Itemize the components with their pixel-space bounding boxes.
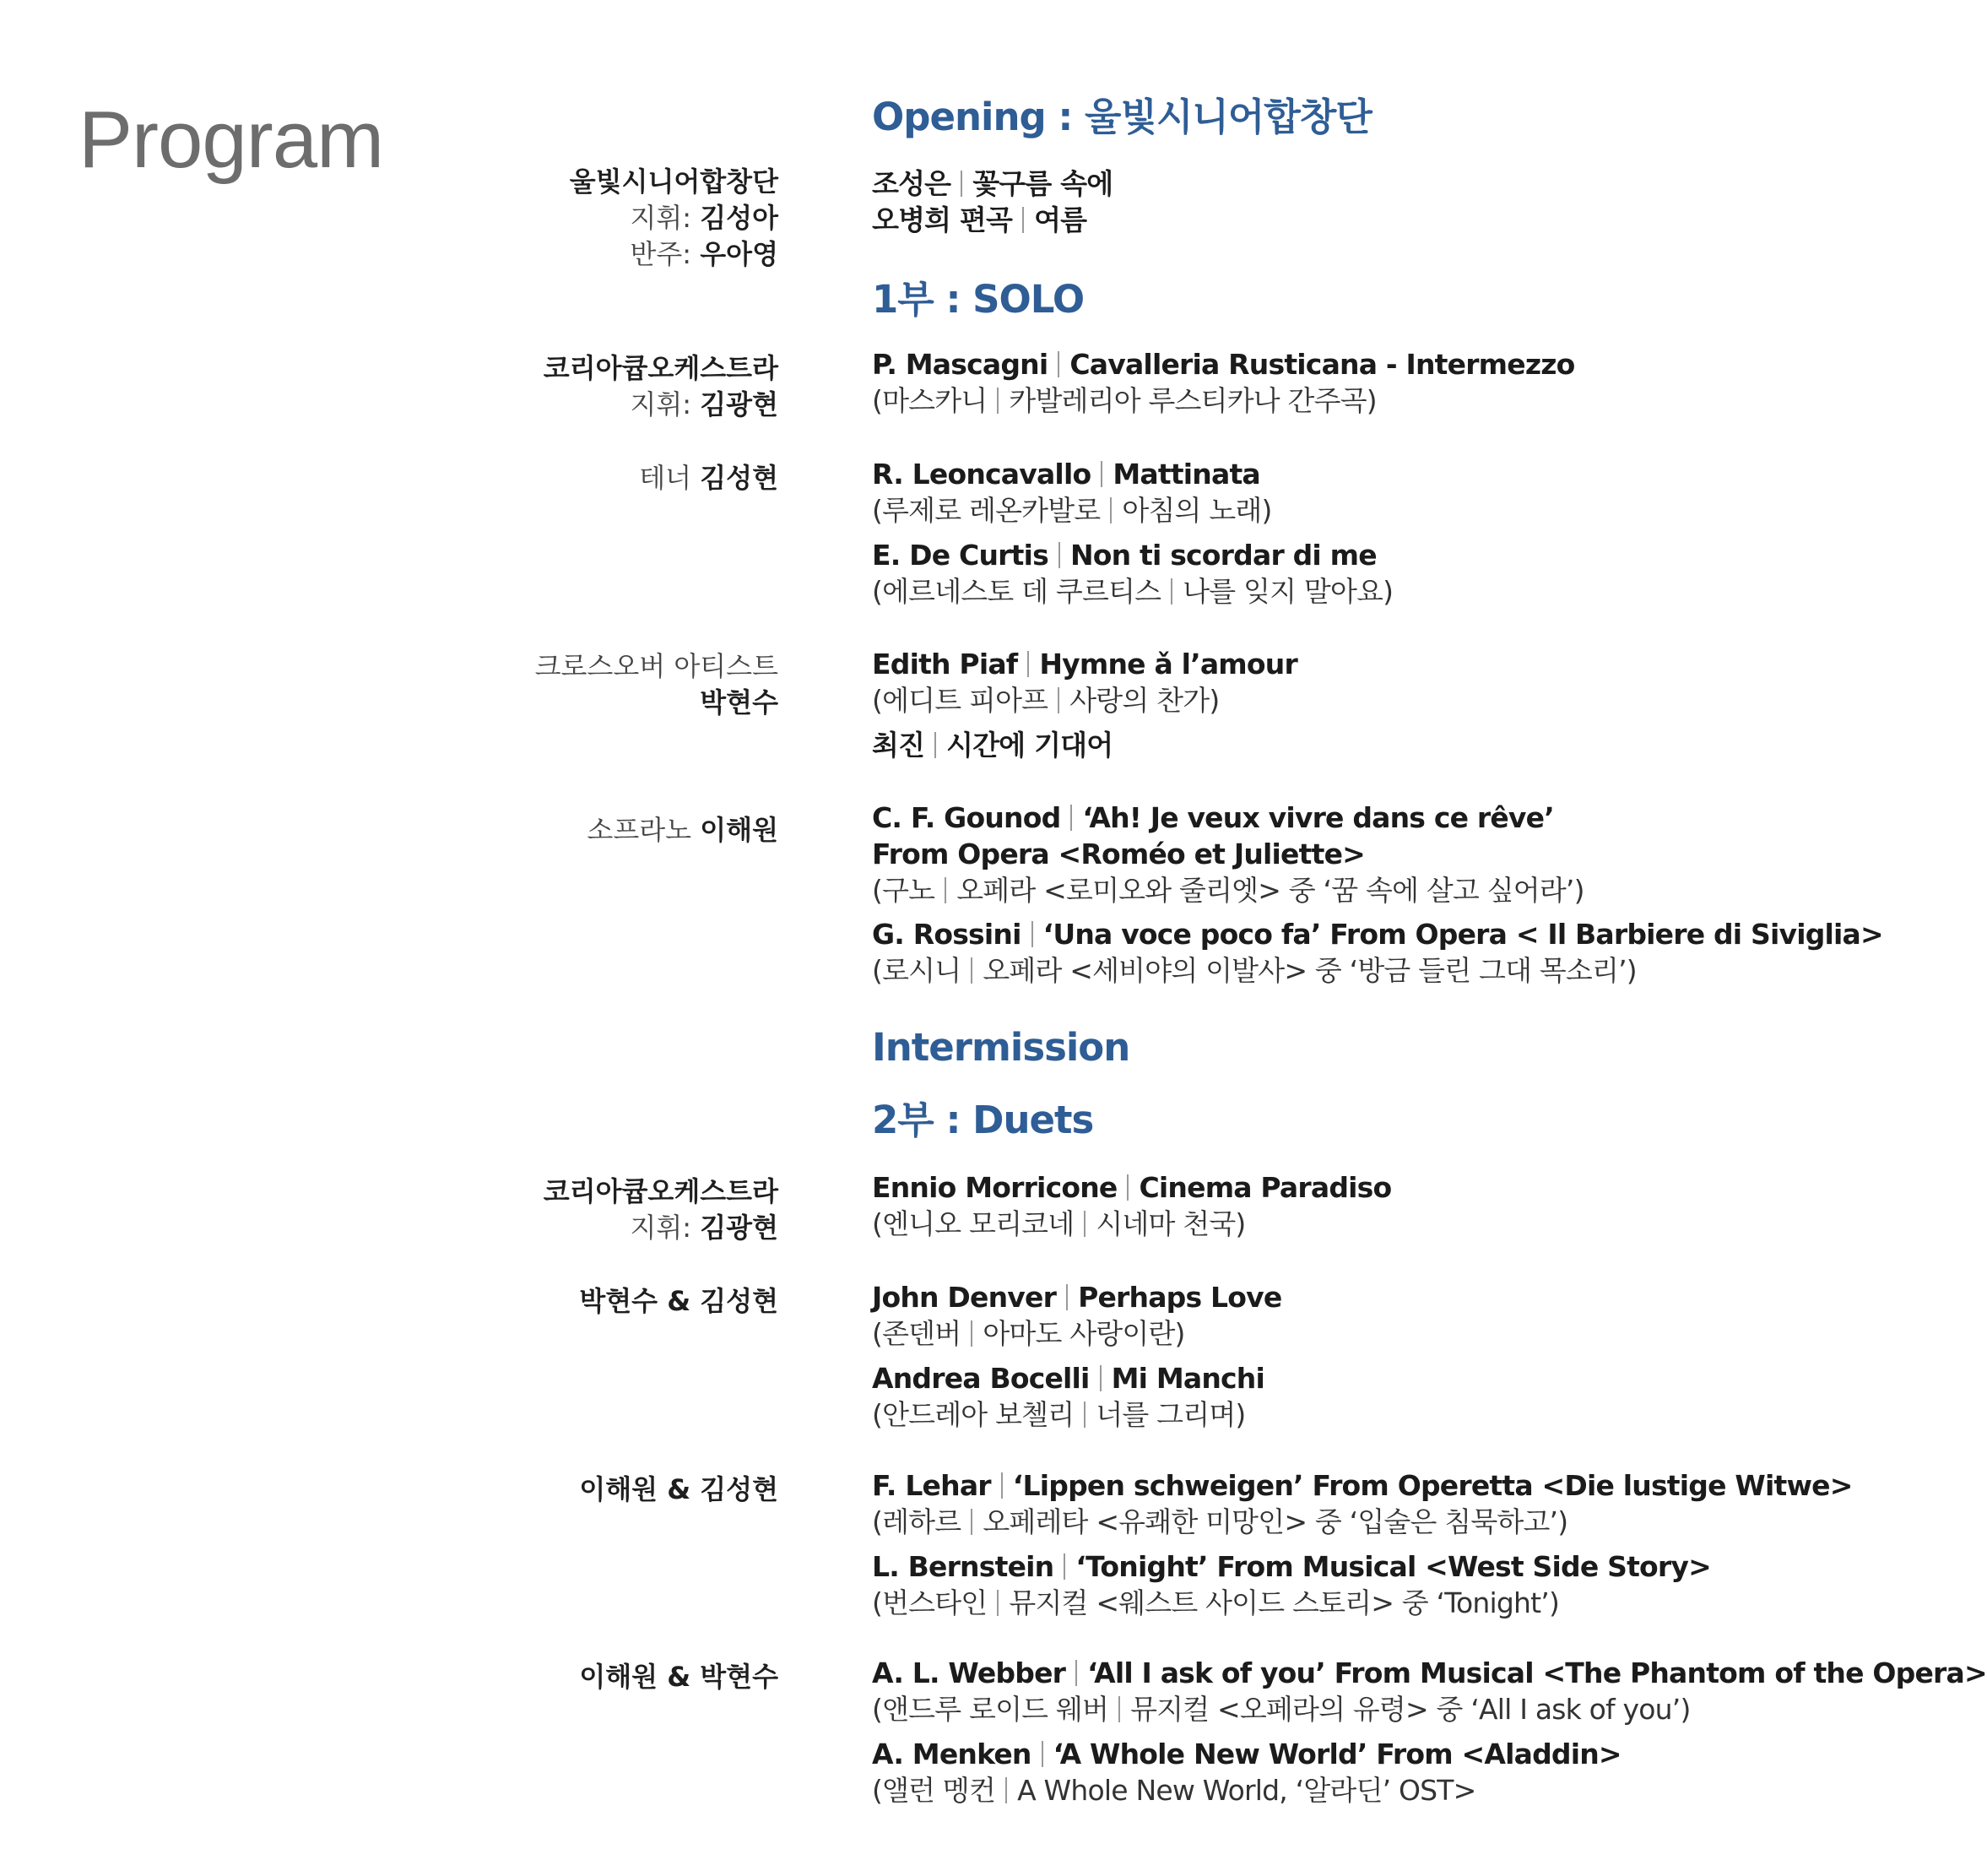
- piece-morricone: Ennio Morricone Cinema Paradiso (엔니오 모리코네 시네마 천국): [872, 1171, 1392, 1240]
- separator-bar: [1101, 461, 1102, 487]
- piece-piaf: Edith Piaf Hymne ǎ l’amour (에디트 피아프 사랑의 찬가): [872, 648, 1297, 717]
- separator-bar: [1075, 1660, 1077, 1686]
- piece-rossini: G. Rossini ‘Una voce poco fa’ From Opera < Il Barbiere di Siviglia> (로시니 오페라 <세비야의 이발사> 중 ‘방금 들린 그대 목소리’): [872, 918, 1883, 987]
- separator-bar: [1058, 542, 1060, 568]
- piece-choijin: 최진 시간에 기대어: [872, 729, 1113, 762]
- choir-accompanist-label: 반주:: [630, 238, 692, 270]
- piece-lehar: F. Lehar ‘Lippen schweigen’ From Operetta <Die lustige Witwe> (레하르 오페레타 <유쾌한 미망인> 중 ‘입술은 침묵하고’): [872, 1469, 1853, 1538]
- orchestra2-name: 코리아큡오케스트라: [543, 1175, 778, 1207]
- piece-leoncavallo: R. Leoncavallo Mattinata (루제로 레온카발로 아침의 노래): [872, 458, 1272, 527]
- piece-denver: John Denver Perhaps Love (존덴버 아마도 사랑이란): [872, 1281, 1282, 1350]
- separator-bar: [1100, 1365, 1102, 1391]
- separator-bar: [971, 1509, 972, 1535]
- section-duets: 2부 : Duets: [872, 1098, 1094, 1142]
- performer-choir: [570, 164, 778, 273]
- separator-bar: [1110, 497, 1112, 523]
- separator-bar: [1064, 1553, 1065, 1580]
- separator-bar: [934, 732, 936, 758]
- piece-decurtis: E. De Curtis Non ti scordar di me (에르네스토 데 쿠르티스 나를 잊지 말아요): [872, 539, 1394, 608]
- separator-bar: [1058, 351, 1059, 377]
- orchestra1-conductor-label: 지휘:: [630, 388, 692, 420]
- piece-gounod: C. F. Gounod ‘Ah! Je veux vivre dans ce rêve’ From Opera <Roméo et Juliette> (구노 오페라 <로미오와 줄리엣> 중 ‘꿈 속에 살고 싶어라’): [872, 801, 1584, 907]
- separator-bar: [1005, 1777, 1007, 1803]
- soprano-name: 이해원: [700, 814, 778, 846]
- performer-duet-3: 이해원 & 박현수: [579, 1661, 778, 1693]
- orchestra1-name: 코리아큡오케스트라: [543, 352, 778, 384]
- performer-orchestra-2: [544, 1174, 778, 1246]
- separator-bar: [971, 1320, 972, 1347]
- separator-bar: [961, 171, 962, 197]
- orchestra2-conductor: 김광현: [700, 1212, 778, 1244]
- performer-crossover: [535, 648, 778, 721]
- separator-bar: [1127, 1174, 1129, 1201]
- choir-conductor-label: 지휘:: [630, 202, 692, 234]
- crossover-name: 박현수: [700, 686, 778, 718]
- piece-choir-1: 조성은 꽃구름 속에: [872, 167, 1113, 200]
- choir-accompanist: 우아영: [700, 238, 778, 270]
- choir-name: 울빛시니어합창단: [569, 165, 778, 198]
- separator-bar: [1031, 921, 1033, 947]
- choir-conductor: 김성아: [700, 202, 778, 234]
- section-intermission: Intermission: [872, 1025, 1130, 1070]
- separator-bar: [1084, 1402, 1086, 1428]
- performer-duet-2: 이해원 & 김성현: [579, 1473, 778, 1505]
- separator-bar: [1070, 805, 1072, 831]
- performer-duet-1: 박현수 & 김성현: [579, 1285, 778, 1317]
- piece-bernstein: L. Bernstein ‘Tonight’ From Musical <West Side Story> (번스타인 뮤지컬 <웨스트 사이드 스토리> 중 ‘Tonight’): [872, 1550, 1711, 1619]
- separator-bar: [997, 388, 999, 414]
- crossover-role: 크로스오버 아티스트: [534, 650, 778, 682]
- orchestra1-conductor: 김광현: [700, 388, 778, 420]
- piece-webber: A. L. Webber ‘All I ask of you’ From Musical <The Phantom of the Opera> (앤드루 로이드 웨버 뮤지컬 <오페라의 유령> 중 ‘All I ask of you’): [872, 1656, 1987, 1726]
- tenor-name: 김성현: [700, 462, 778, 494]
- performer-orchestra-1: [544, 350, 778, 423]
- separator-bar: [1058, 687, 1059, 713]
- separator-bar: [1042, 1741, 1043, 1767]
- section-opening: Opening : 울빛시니어합창단: [872, 95, 1372, 139]
- tenor-role: 테너: [639, 462, 692, 494]
- separator-bar: [1066, 1284, 1068, 1310]
- orchestra2-conductor-label: 지휘:: [630, 1212, 692, 1244]
- piece-mascagni: P. Mascagni Cavalleria Rusticana - Intermezzo (마스카니 카발레리아 루스티카나 간주곡): [872, 348, 1575, 417]
- page-title: Program: [79, 95, 384, 185]
- separator-bar: [1171, 578, 1172, 605]
- section-solo: 1부 : SOLO: [872, 277, 1085, 322]
- performer-soprano: [587, 812, 778, 849]
- separator-bar: [1084, 1211, 1086, 1237]
- piece-menken: A. Menken ‘A Whole New World’ From <Aladdin> (앨런 멩컨 A Whole New World, ‘알라딘’ OST>: [872, 1738, 1622, 1807]
- separator-bar: [1001, 1472, 1003, 1499]
- performer-tenor: [639, 460, 778, 496]
- separator-bar: [945, 877, 946, 903]
- soprano-role: 소프라노: [587, 814, 692, 846]
- separator-bar: [971, 957, 972, 984]
- separator-bar: [1022, 207, 1024, 233]
- separator-bar: [997, 1590, 999, 1616]
- piece-choir-2: 오병희 편곡 여름: [872, 203, 1087, 236]
- separator-bar: [1027, 651, 1029, 677]
- piece-bocelli: Andrea Bocelli Mi Manchi (안드레아 보첼리 너를 그리며): [872, 1362, 1264, 1431]
- separator-bar: [1118, 1696, 1120, 1722]
